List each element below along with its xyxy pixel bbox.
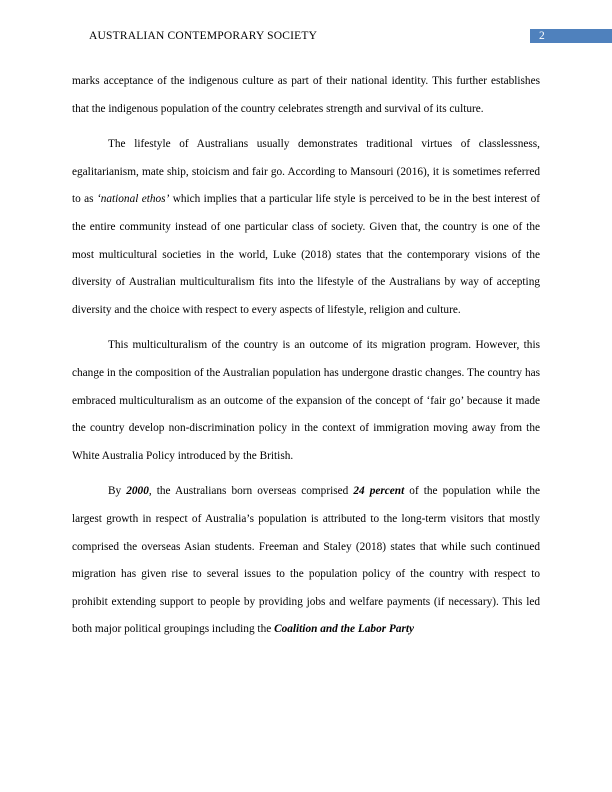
paragraph-2-text-a: The lifestyle of Australians usually demonstrates traditional virtues of classlessness, egalitarianism, mate ship, stoicism and fair go. According to Mansouri (2016), it is sometimes referred to as — [72, 138, 540, 206]
paragraph-3: This multiculturalism of the country is an outcome of its migration program. However, this change in the composition of the Australian population has undergone drastic changes. The country has embraced multiculturalism as an outcome of the expansion of the concept of ‘fair go’ because it made the country develop non-discrimination policy in the context of immigration moving away from the White Australia Policy introduced by the British. — [72, 339, 540, 462]
paragraph-4 — [72, 478, 540, 644]
year-emphasis: 2000 — [126, 485, 149, 498]
national-ethos-term: ‘national ethos’ — [96, 193, 170, 206]
paragraph-4-text-a: , the Australians born overseas comprised — [148, 485, 354, 498]
percent-emphasis: 24 percent — [353, 485, 405, 498]
paragraph-1: marks acceptance of the indigenous culture as part of their national identity. This further establishes that the indigenous population of the country celebrates strength and survival of its culture. — [72, 75, 540, 115]
paragraph-4-lead: By — [108, 485, 127, 498]
running-head: AUSTRALIAN CONTEMPORARY SOCIETY — [89, 30, 318, 42]
body-text — [72, 68, 540, 652]
page-number: 2 — [539, 30, 545, 42]
paragraph-2-text-b: which implies that a particular life style is perceived to be in the best interest of the entire community instead of one particular class of society. Given that, the country is one of the most multicultural societies in the world, Luke (2018) states that the contemporary visions of the diversity of Australian multiculturalism fits into the lifestyle of the Australians by way of accepting diversity and the choice with respect to every aspects of lifestyle, religion and culture. — [72, 193, 541, 316]
page-number-badge — [530, 29, 612, 43]
paragraph-2 — [72, 131, 540, 324]
parties-emphasis: Coalition and the Labor Party — [274, 623, 415, 636]
paragraph-4-text-b: of the population while the largest growth in respect of Australia’s population is attributed to the long-term visitors that mostly comprised the overseas Asian students. Freeman and Staley (2018) states that while such continued migration has given rise to several issues to the population policy of the country with respect to prohibit extending support to people by providing jobs and welfare payments (if necessary). This led both major political groupings including the — [72, 485, 540, 636]
